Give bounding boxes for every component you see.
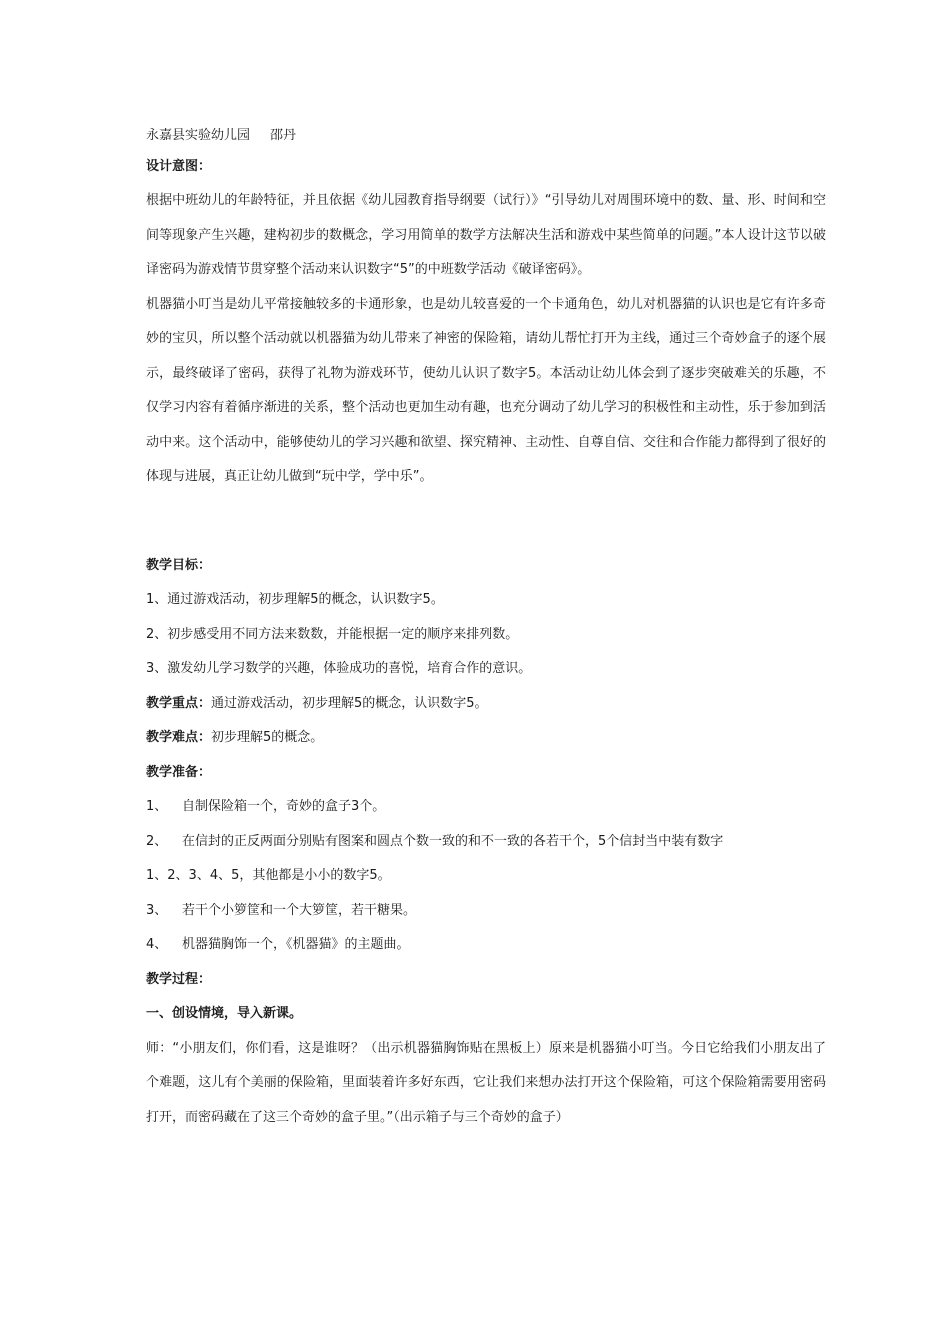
step1-heading: 一、创设情境，导入新课。 [146, 1006, 303, 1021]
goal-item: 3、激发幼儿学习数学的兴趣，体验成功的喜悦，培育合作的意识。 [146, 661, 532, 676]
prep-item [146, 894, 826, 929]
prep-item-number: 1、 [146, 799, 168, 814]
key-point-label: 教学重点： [146, 695, 212, 711]
author-name: 邵丹 [270, 128, 297, 143]
prep-item-text: 在信封的正反两面分别贴有图案和圆点个数一致的和不一致的各若干个，5个信封当中装有数字 [182, 833, 724, 849]
prep-item-text: 机器猫胸饰一个，《机器猫》的主题曲。 [182, 937, 410, 952]
prep-item-number: 4、 [146, 937, 168, 952]
prep-item-number: 2、 [146, 833, 168, 849]
goal-item: 1、通过游戏活动，初步理解5的概念，认识数字5。 [146, 592, 444, 607]
step1-paragraph: 师：“小朋友们，你们看，这是谁呀？（出示机器猫胸饰贴在黑板上）原来是机器猫小叮当。今日它给我们小朋友出了个难题，这儿有个美丽的保险箱，里面装着许多好东西，它让我们来想办法打开这个保险箱，可这个保险箱需要用密码打开，而密码藏在了这三个奇妙的盒子里。”（出示箱子与三个奇妙的盒子） [146, 1040, 826, 1125]
prep-item-text: 1、2、3、4、5，其他都是小小的数字5。 [146, 868, 391, 883]
author-line [146, 126, 826, 146]
key-point [146, 687, 826, 722]
prep-item [146, 790, 826, 825]
design-heading: 设计意图： [146, 159, 212, 174]
design-paragraph-2: 机器猫小叮当是幼儿平常接触较多的卡通形象，也是幼儿较喜爱的一个卡通角色，幼儿对机器猫的认识也是它有许多奇妙的宝贝，所以整个活动就以机器猫为幼儿带来了神密的保险箱，请幼儿帮忙打开为主线，通过三个奇妙盒子的逐个展示，最终破译了密码，获得了礼物为游戏环节，使幼儿认识了数字5。本活动让幼儿体会到了逐步突破难关的乐趣，不仅学习内容有着循序渐进的关系，整个活动也更加生动有趣，也充分调动了幼儿学习的积极性和主动性，乐于参加到活动中来。这个活动中，能够使幼儿的学习兴趣和欲望、探究精神、主动性、自尊自信、交往和合作能力都得到了很好的体现与进展，真正让幼儿做到“玩中学，学中乐”。 [146, 296, 826, 484]
key-point-text: 通过游戏活动，初步理解5的概念，认识数字5。 [211, 695, 488, 711]
goal-item: 2、初步感受用不同方法来数数，并能根据一定的顺序来排列数。 [146, 626, 519, 642]
school-name: 永嘉县实验幼儿园 [146, 128, 251, 143]
prep-item [146, 928, 826, 963]
prep-item-number: 3、 [146, 902, 168, 918]
difficulty-label: 教学难点： [146, 730, 212, 745]
prep-item-continued [146, 859, 826, 894]
prep-item-text: 若干个小箩筐和一个大箩筐，若干糖果。 [182, 902, 417, 918]
prep-heading: 教学准备： [146, 764, 212, 780]
document-page [146, 126, 826, 1135]
section-gap [146, 495, 826, 549]
prep-item-text: 自制保险箱一个，奇妙的盒子3个。 [182, 799, 386, 814]
difficulty [146, 721, 826, 756]
difficulty-text: 初步理解5的概念。 [211, 730, 324, 745]
prep-item [146, 825, 826, 860]
goals-heading: 教学目标： [146, 557, 212, 573]
process-heading: 教学过程： [146, 971, 212, 987]
design-paragraph-1: 根据中班幼儿的年龄特征，并且依据《幼儿园教育指导纲要（试行）》“引导幼儿对周围环境中的数、量、形、时间和空间等现象产生兴趣，建构初步的数概念，学习用简单的数学方法解决生活和游戏中某些简单的问题。”本人设计这节以破译密码为游戏情节贯穿整个活动来认识数字“5”的中班数学活动《破译密码》。 [146, 193, 826, 277]
